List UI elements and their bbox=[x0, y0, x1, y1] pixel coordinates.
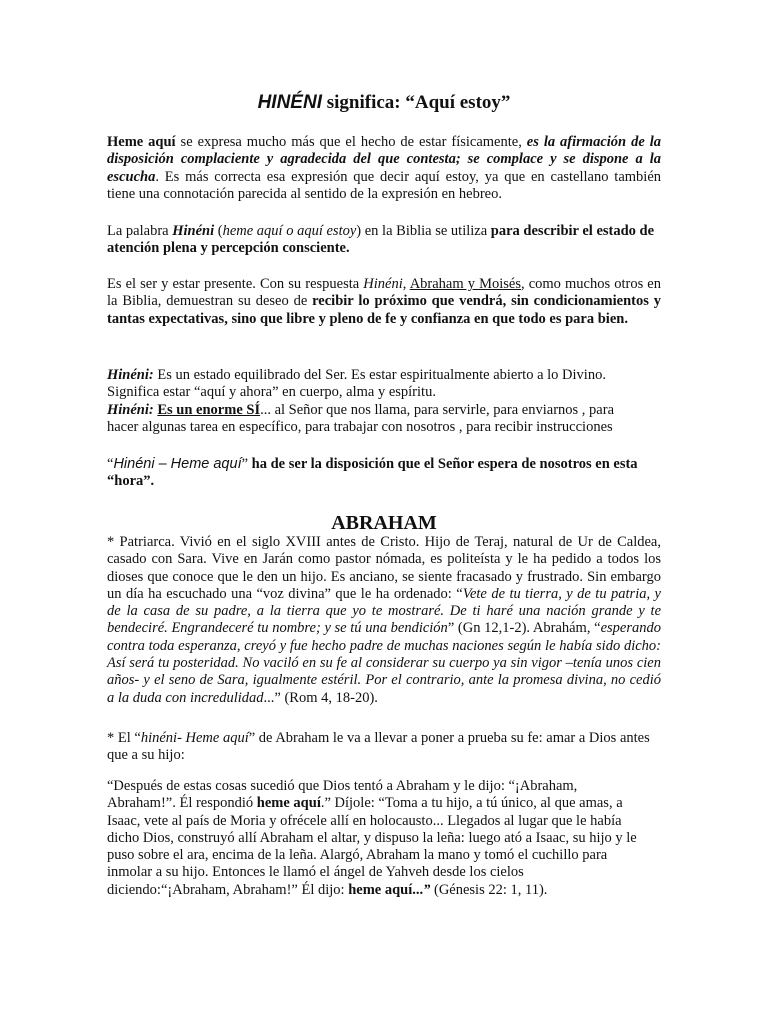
title-keyword: HINÉNI bbox=[257, 92, 322, 113]
section-heading-abraham: ABRAHAM bbox=[331, 512, 437, 534]
page-title bbox=[0, 91, 768, 115]
title-rest: significa: “Aquí estoy” bbox=[326, 92, 511, 113]
paragraph-genesis-quote: “Después de estas cosas sucedió que Dios tentó a Abraham y le dijo: “¡Abraham, Abraham!”. Él respondió heme aquí.” Díjole: “Toma a tu hijo, a tú único, al que amas, a Isaac, vete al país de Moria y ofrécele allí en holocausto... Llegados al lugar que le había dicho Dios, construyó allí Abraham el altar, y dispuso la leña: luego ató a Isaac, su hijo y le puso sobre el ara, encima de la leña. Alargó, Abraham la mano y tomó el cuchillo para inmolar a su hijo. Entonces le llamó el ángel de Yahveh desde los cielos diciendo:“¡Abraham, Abraham!” Él dijo: heme aquí...” (Génesis 22: 1, 11). bbox=[107, 778, 637, 898]
paragraph-hineni-abraham: * El “hinéni- Heme aquí” de Abraham le va a llevar a poner a prueba su fe: amar a Dios antes que a su hijo: bbox=[107, 730, 650, 764]
enorme-si: Es un enorme SÍ bbox=[157, 401, 261, 418]
paragraph-hineni-definiciones: Hinéni: Es un estado equilibrado del Ser. Es estar espiritualmente abierto a lo Divino. Significa estar “aquí y ahora” en cuerpo, alma y espíritu. Hinéni: Es un enorme SÍ... al Señor que nos llama, para servirle, para enviarnos , para hacer algunas tarea en específico, para trabajar con nosotros , para recibir instrucciones bbox=[107, 367, 614, 435]
paragraph-ser-y-estar: Es el ser y estar presente. Con su respuesta Hinéni, Abraham y Moisés, como muchos otros en la Biblia, demuestran su deseo de recibir lo próximo que vendrá, sin condicionamientos y tantas expectativas, sino que libre y pleno de fe y confianza en que todo es para bien. bbox=[107, 276, 661, 327]
link-abraham-moises: Abraham y Moisés bbox=[409, 276, 521, 292]
paragraph-heme-aqui: Heme aquí se expresa mucho más que el hecho de estar físicamente, es la afirmación de la disposición complaciente y agradecida del que contesta; se complace y se dispone a la escucha. Es más correcta esa expresión que decir aquí estoy, ya que en castellano también tiene una connotación parecida al sentido de la expresión en hebreo. bbox=[107, 134, 661, 202]
paragraph-patriarca: * Patriarca. Vivió en el siglo XVIII antes de Cristo. Hijo de Teraj, natural de Ur de Caldea, casado con Sara. Vive en Jarán como pastor nómada, es politeísta y le ha pedido a todos los dioses que conoce que le den un hijo. Es anciano, se siente fracasado y frustrado. Sin embargo un día ha escuchado una “voz divina” que le ha ordenado: “Vete de tu tierra, y de tu patria, y de la casa de su padre, a la tierra que yo te mostraré. De ti haré una nación grande y te bendeciré. Engrandeceré tu nombre; y se tú una bendición” (Gn 12,1-2). Abrahám, “esperando contra toda esperanza, creyó y fue hecho padre de muchas naciones según le había sido dicho: Así será tu posteridad. No vaciló en su fe al considerar su cuerpo ya sin vigor –tenía unos cien años- y el seno de Sara, igualmente estéril. Por el contrario, ante la promesa divina, no cedió a la duda con incredulidad...” (Rom 4, 18-20). bbox=[107, 534, 661, 706]
paragraph-disposicion: “Hinéni – Heme aquí” ha de ser la disposición que el Señor espera de nosotros en esta “hora”. bbox=[107, 456, 638, 490]
paragraph-palabra-hineni: La palabra Hinéni (heme aquí o aquí estoy) en la Biblia se utiliza para describir el estado de atención plena y percepción consciente. bbox=[107, 223, 655, 257]
